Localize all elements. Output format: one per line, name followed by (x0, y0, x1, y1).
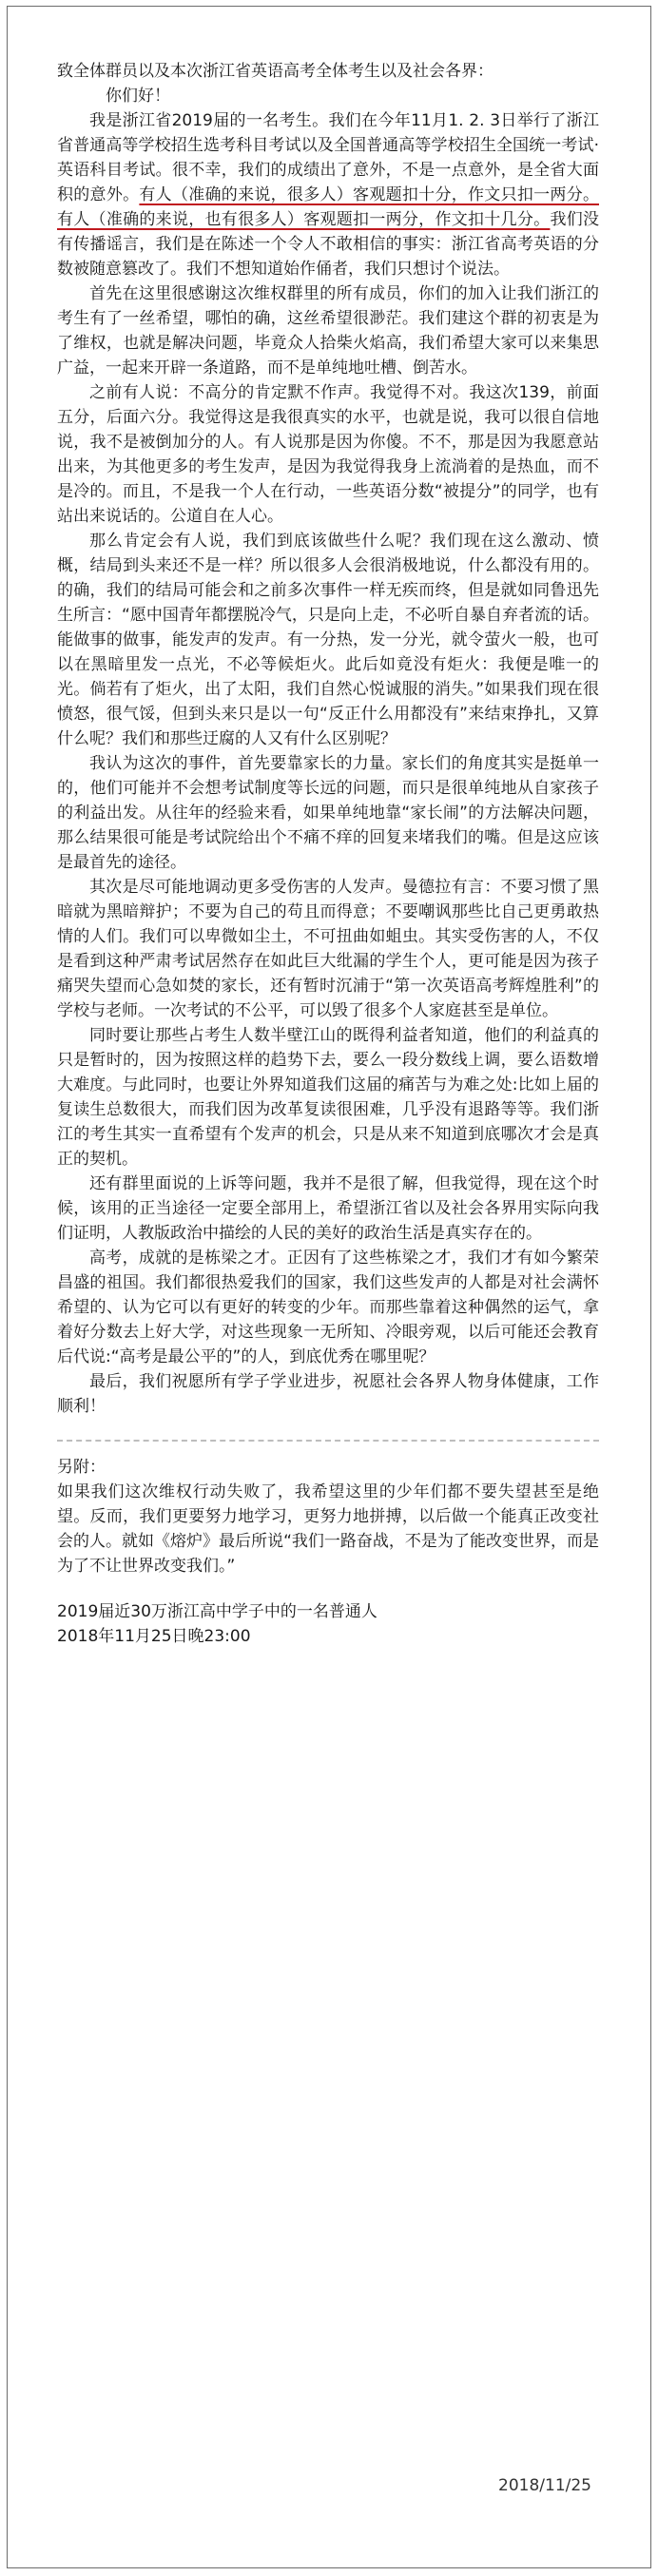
intro-text-cont: 我们没有传播谣言，我们是在陈述一个令人不敢相信的事实：浙江省高考英语的分数被随意篡改了。我们不想知道始作俑者，我们只想讨个说法。 (57, 210, 599, 279)
paragraph-appeal: 还有群里面说的上诉等问题，我并不是很了解，但我觉得，现在这个时候，该用的正当途径一定要全部用上，希望浙江省以及社会各界用实际向我们证明，人教版政治中描绘的人民的美好的政治生活是真实存在的。 (57, 1174, 599, 1243)
signature-date: 2018年11月25日晚23:00 (57, 1627, 251, 1646)
paragraph-score: 之前有人说：不高分的肯定默不作声。我觉得不对。我这次139，前面五分，后面六分。我觉得这是我很真实的水平，也就是说，我可以很自信地说，我不是被倒加分的人。有人说那是因为你傻。不不，那是因为我愿意站出来，为其他更多的考生发声，是因为我觉得我身上流淌着的是热血，而不是冷的。而且，不是我一个人在行动，一些英语分数“被提分”的同学，也有站出来说话的。公道自在人心。 (57, 383, 599, 526)
signature: 2019届近30万浙江高中学子中的一名普通人 (57, 1602, 377, 1621)
paragraph-beneficiaries: 同时要让那些占考生人数半壁江山的既得利益者知道，他们的利益真的只是暂时的，因为按照这样的趋势下去，要么一段分数线上调，要么语数增大难度。与此同时，也要让外界知道我们这届的痛苦与为难之处:比如上届的复读生总数很大，而我们因为改革复读很困难，几乎没有退路等等。我们浙江的考生其实一直希望有个发声的机会，只是从来不知道到底哪次才会是真正的契机。 (57, 1026, 599, 1169)
paragraph-thanks: 首先在这里很感谢这次维权群里的所有成员，你们的加入让我们浙江的考生有了一丝希望，哪怕的确，这丝希望很渺茫。我们建这个群的初衷是为了维权，也就是解决问题，毕竟众人拾柴火焰高，我们希望大家可以来集思广益，一起来开辟一条道路，而不是单纯地吐槽、倒苦水。 (57, 284, 599, 378)
paragraph-voices: 其次是尽可能地调动更多受伤害的人发声。曼德拉有言：不要习惯了黑暗就为黑暗辩护；不要为自己的苟且而得意；不要嘲讽那些比自己更勇敢热情的人们。我们可以卑微如尘土，不可扭曲如蛆虫。其实受伤害的人，不仅是看到这种严肃考试居然存在如此巨大纰漏的学生个人，更可能是因为孩子痛哭失望而心急如焚的家长，还有暂时沉浦于“第一次英语高考辉煌胜利”的学校与老师。一次考试的不公平，可以毁了很多个人家庭甚至是单位。 (57, 878, 599, 1020)
intro-text: 我是浙江省2019届的一名考生。我们在今年11月1. 2. 3日举行了浙江省普通高等学校招生选考科目考试以及全国普通高等学校招生全国统一考试·英语科目考试。很不幸，我们的成绩出了意外，不是一点意外，是全省大面积的意外。 (57, 111, 599, 204)
greeting: 你们好！ (106, 87, 170, 106)
paragraph-pillars: 高考，成就的是栋梁之才。正因有了这些栋梁之才，我们才有如今繁荣昌盛的祖国。我们都很热爱我们的国家，我们这些发声的人都是对社会满怀希望的、认为它可以有更好的转变的少年。而那些靠着这种偶然的运气，拿着好分数去上好大学，对这些现象一无所知、冷眼旁观，以后可能还会教育后代说:“高考是最公平的”的人，到底优秀在哪里呢？ (57, 1249, 599, 1366)
postscript-body: 如果我们这次维权行动失败了，我希望这里的少年们都不要失望甚至是绝望。反而，我们更要努力地学习，更努力地拼搏，以后做一个能真正改变社会的人。就如《熔炉》最后所说“我们一路奋战，不是为了能改变世界，而是为了不让世界改变我们。” (57, 1482, 599, 1576)
salutation: 致全体群员以及本次浙江省英语高考全体考生以及社会各界： (57, 62, 494, 81)
paragraph-closing: 最后，我们祝愿所有学子学业进步，祝愿社会各界人物身体健康，工作顺利！ (57, 1372, 599, 1416)
letter-body (57, 59, 599, 1649)
underlined-claim: 有人（准确的来说，很多人）客观题扣十分，作文只扣一两分。有人（准确的来说，也有很多人）客观题扣一两分，作文扣十几分。 (57, 185, 599, 229)
paragraph-what-to-do: 那么肯定会有人说，我们到底该做些什么呢？我们现在这么激动、愤概，结局到头来还不是一样？所以很多人会很消极地说，什么都没有用的。的确，我们的结局可能会和之前多次事件一样无疾而终，但是就如同鲁迅先生所言：“愿中国青年都摆脱冷气，只是向上走，不必听自暴自弃者流的话。能做事的做事，能发声的发声。有一分热，发一分光，就令萤火一般，也可以在黑暗里发一点光，不必等候炬火。此后如竟没有炬火：我便是唯一的光。倘若有了炬火，出了太阳，我们自然心悦诚服的消失。”如果我们现在很愤怒，很气馁，但到头来只是以一句“反正什么用都没有”来结束挣扎，又算什么呢？我们和那些迂腐的人又有什么区别呢？ (57, 532, 599, 748)
date-stamp: 2018/11/25 (498, 2476, 591, 2495)
divider (57, 1440, 599, 1442)
paragraph-parents: 我认为这次的事件，首先要靠家长的力量。家长们的角度其实是挺单一的，他们可能并不会想考试制度等长远的问题，而只是很单纯地从自家孩子的利益出发。从往年的经验来看，如果单纯地靠“家长闹”的方法解决问题，那么结果很可能是考试院给出个不痛不痒的回复来堵我们的嘴。但是这应该是最首先的途径。 (57, 754, 599, 872)
postscript-title: 另附： (57, 1458, 106, 1477)
paragraph-intro (57, 108, 599, 281)
